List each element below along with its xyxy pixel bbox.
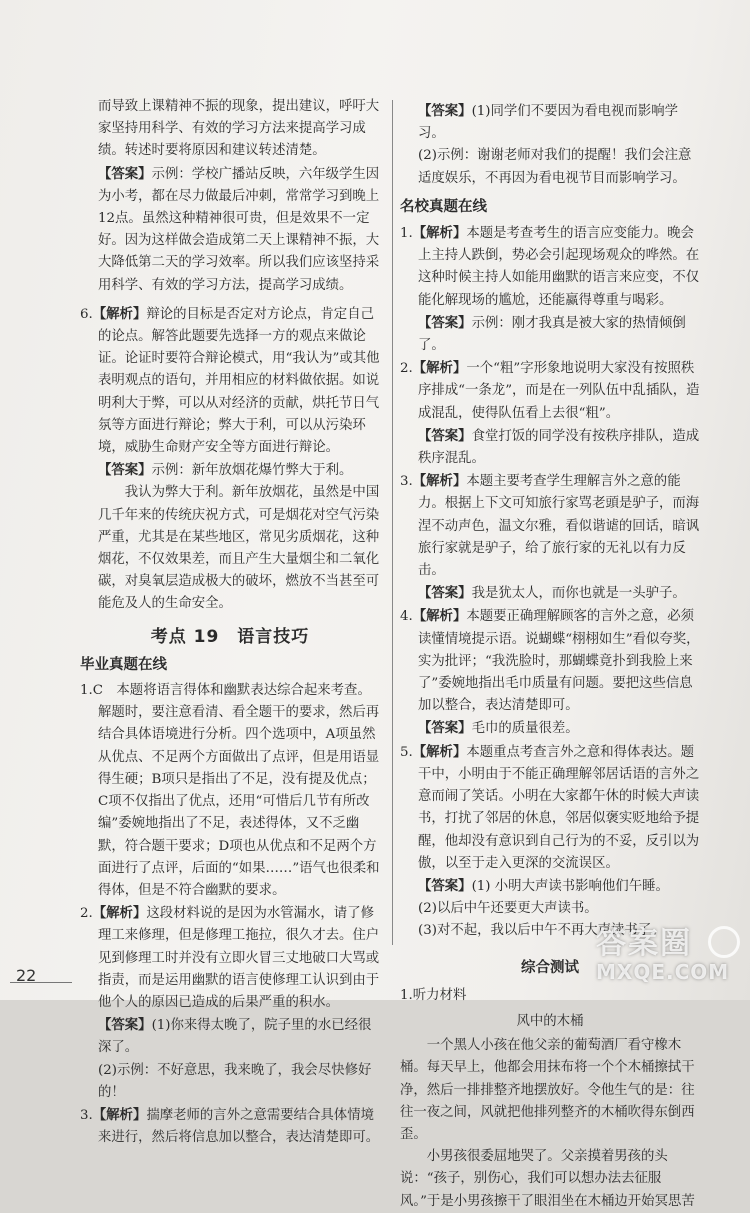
analysis-text: 一个“粗”字形象地说明大家没有按照秩序排成“一条龙”，而是在一列队伍中乱插队，造成混乱，使得队伍看上去很“粗”。 — [418, 361, 700, 421]
answer-text: 我是犹太人，而你也就是一头驴子。 — [471, 586, 686, 602]
item-6 — [80, 303, 380, 459]
analysis-text: 揣摩老师的言外之意需要结合具体情境来进行，然后将信息加以整合，表达清楚即可。 — [98, 1107, 380, 1146]
answer-tag: 【答案】 — [418, 427, 472, 444]
graduate-heading: 毕业真题在线 — [80, 656, 167, 673]
graduate-item-3 — [80, 1104, 380, 1149]
analysis-text: 本题是考查考生的语言应变能力。晚会上主持人跌倒，势必会引起现场观众的哗然。在这种时候主持人如能用幽默的语言来应变，不仅能化解现场的尴尬，还能赢得尊重与喝彩。 — [418, 226, 700, 308]
analysis-text: 这段材料说的是因为水管漏水，请了修理工来修理，但是修理工拖拉，很久才去。住户见到修理工时并没有立即火冒三丈地破口大骂或指责，而是运用幽默的语言使修理工认识到由于他个人的原因已造成的后果严重的积水。 — [98, 906, 380, 1010]
graduate-item-2-answer-2: (2)示例：不好意思，我来晚了，我会尽快修好的！ — [98, 1062, 372, 1100]
answer-text: (1)你来得太晚了，院子里的水已经很深了。 — [98, 1018, 372, 1056]
page-number: 22 — [16, 966, 37, 985]
analysis-text: 本题要正确理解顾客的言外之意，必须读懂情境提示语。说蝴蝶“栩栩如生”看似夸奖，实为批评；“我洗脸时，那蝴蝶竟扑到我脸上来了”委婉地指出毛巾质量有问题。要把这些信息加以整合，表达清楚即可。 — [418, 609, 700, 714]
answer-text: (1) 小明大声读书影响他们午睡。 — [471, 878, 669, 894]
answer-tag: 【答案】 — [418, 103, 472, 119]
analysis-tag: 【解析】 — [412, 473, 467, 490]
answer-paragraph — [80, 163, 380, 297]
famous-item-1 — [400, 222, 700, 312]
famous-item-4 — [400, 605, 700, 717]
famous-item-5-answer-3: (3)对不起，我以后中午不再大声读书了。 — [418, 923, 665, 939]
answer-tag: 【答案】 — [98, 1017, 152, 1034]
answer-text: 示例：学校广播站反映，六年级学生因为小考，都在尽力做最后冲刺，常常学习到晚上12点。虽然这种精神很可贵，但是效果不一定好。因为这样做会造成第二天上课精神不振，大大降低第二天的学习效率。所以我们应该坚持采用科学、有效的学习方法，提高学习成绩。 — [98, 166, 380, 293]
watermark-logo — [596, 918, 736, 994]
top-answer-2: (2)示例：谢谢老师对我们的提醒！我们会注意适度娱乐，不再因为看电视节目而影响学习。 — [418, 148, 692, 186]
item-number: 3. — [400, 474, 413, 490]
famous-item-2-answer — [400, 425, 700, 470]
answer-tag: 【答案】 — [418, 877, 472, 894]
famous-heading: 名校真题在线 — [400, 198, 487, 215]
answer-tag: 【答案】 — [98, 462, 152, 479]
analysis-tag: 【解析】 — [412, 225, 467, 242]
analysis-text: 本题主要考查学生理解言外之意的能力。根据上下文可知旅行家骂老頭是驴子，而海涅不动声色，温文尔雅，看似谐谑的回话，暗讽旅行家就是驴子，给了旅行家的无礼以有力反击。 — [418, 474, 700, 579]
watermark-text: 答案圈 — [596, 926, 692, 961]
analysis-tag: 【解析】 — [92, 905, 147, 922]
item-6-answer-paragraph: 我认为弊大于利。新年放烟花，虽然是中国几千年来的传统庆祝方式，可是烟花对空气污染严重，尤其是在某些地区，常见劣质烟花，这种烟花，不仅效果差，而且产生大量烟尘和二氧化碳，对臭氧层造成极大的破坏，燃放不当甚至可能危及人的生命安全。 — [98, 485, 380, 612]
analysis-text: 辩论的目标是否定对方论点，肯定自己的论点。解答此题要先选择一方的观点来做论证。论证时要符合辩论模式，用“我认为”或其他表明观点的语句，并用相应的材料做依据。如说明利大于弊，可以从对经济的贡献，烘托节日气氛等方面进行辩论；弊大于利，可以从污染环境，威胁生命财产安全等方面进行辩论。 — [98, 306, 380, 456]
analysis-tag: 【解析】 — [412, 743, 467, 760]
graduate-item-2-answer — [80, 1014, 380, 1059]
answer-text: 示例：新年放烟花爆竹弊大于利。 — [151, 463, 353, 479]
intro-paragraph: 而导致上课精神不振的现象，提出建议，呼吁大家坚持用科学、有效的学习方法来提高学习成绩。转述时要将原因和建议转述清楚。 — [98, 99, 380, 159]
item-text: C 本题将语言得体和幽默表达综合起来考查。解题时，要注意看清、看全题干的要求，然后再结合具体语境进行分析。四个选项中，A项虽然从优点、不足两个方面做出了点评，但是用语显得生硬；B项只是指出了不足，没有提及优点；C项不仅指出了优点，还用“可惜后几节有所改编”委婉地指出了不足，表述得体，又不乏幽默，符合题干要求；D项也从优点和不足两个方面进行了点评，后面的“如果……”语气也很柔和得体，但是不符合幽默的要求。 — [92, 683, 380, 898]
right-column — [400, 100, 700, 1213]
item-number: 2. — [80, 906, 93, 922]
famous-item-2 — [400, 357, 700, 425]
item-number: 3. — [80, 1107, 93, 1123]
item-number: 4. — [400, 609, 413, 625]
item-number: 1. — [80, 683, 93, 699]
famous-item-3-answer — [400, 582, 700, 605]
famous-item-5-answer — [400, 875, 700, 898]
item-number: 1. — [400, 226, 413, 242]
watermark-url: MXQE.COM — [596, 960, 730, 984]
column-divider — [392, 100, 393, 945]
section-title: 考点 19 语言技巧 — [150, 626, 310, 647]
answer-text: 毛巾的质量很差。 — [471, 721, 579, 737]
story-title: 风中的木桶 — [516, 1013, 584, 1029]
answer-text: (1)同学们不要因为看电视而影响学习。 — [418, 104, 678, 142]
analysis-tag: 【解析】 — [412, 608, 467, 625]
answer-tag: 【答案】 — [98, 165, 152, 182]
famous-item-4-answer — [400, 717, 700, 740]
analysis-tag: 【解析】 — [412, 360, 467, 377]
answer-tag: 【答案】 — [418, 314, 472, 331]
answer-tag: 【答案】 — [418, 585, 472, 602]
answer-tag: 【答案】 — [418, 720, 472, 737]
famous-item-3 — [400, 470, 700, 582]
graduate-item-2 — [80, 902, 380, 1014]
famous-item-5 — [400, 741, 700, 875]
left-column — [80, 96, 380, 1149]
famous-item-5-answer-2: (2)以后中午还要更大声读书。 — [418, 901, 598, 917]
answer-text: 示例：刚才我真是被大家的热情倾倒了。 — [418, 315, 686, 354]
listening-label: 听力材料 — [412, 987, 467, 1003]
comprehensive-title: 综合测试 — [521, 959, 579, 976]
item-number: 2. — [400, 361, 413, 377]
famous-item-1-answer — [400, 312, 700, 357]
analysis-text: 本题重点考查言外之意和得体表达。题干中，小明由于不能正确理解邻居话语的言外之意而闹了笑话。小明在大家都午休的时候大声读书，打扰了邻居的休息，邻居似褒实贬地给予提醒，他却没有意识到自己行为的不妥，反引以为傲，以至于走入更深的交流误区。 — [418, 744, 700, 871]
item-number: 1. — [400, 987, 413, 1003]
item-number: 5. — [400, 744, 413, 760]
item-6-answer — [80, 459, 380, 482]
story-paragraph-2: 小男孩很委屈地哭了。父亲摸着男孩的头说：“孩子，别伤心，我们可以想办法去征服风。”于是小男孩擦干了眼泪坐在木桶边开始冥思苦 — [400, 1149, 695, 1209]
watermark-circle-icon — [708, 926, 740, 958]
answer-text: 食堂打饭的同学没有按秩序排队，造成秩序混乱。 — [418, 428, 700, 467]
analysis-tag: 【解析】 — [92, 305, 147, 322]
analysis-tag: 【解析】 — [92, 1106, 147, 1123]
top-answer — [400, 100, 700, 145]
graduate-item-1 — [80, 680, 380, 902]
item-number: 6. — [80, 306, 93, 322]
story-paragraph-1: 一个黑人小孩在他父亲的葡萄酒厂看守橡木桶。每天早上，他都会用抹布将一个个木桶擦拭干净，然后一排排整齐地摆放好。令他生气的是：往往一夜之间，风就把他排列整齐的木桶吹得东倒西歪。 — [400, 1038, 695, 1142]
